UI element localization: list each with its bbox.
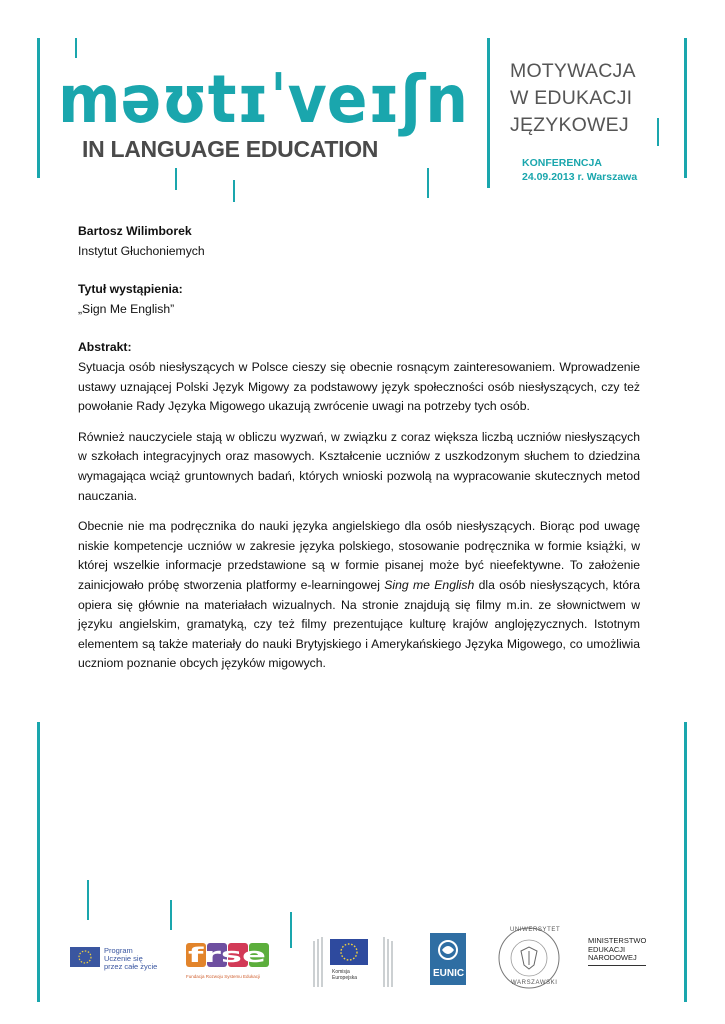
conference-title-line-1: MOTYWACJA [510, 60, 636, 82]
commission-building-icon [310, 931, 396, 991]
conference-title [510, 58, 636, 139]
talk-title: „Sign Me English” [78, 301, 175, 316]
abstract-paragraph-1: Sytuacja osób niesłyszących w Polsce cieszy się obecnie rosnącym zainteresowaniem. Wprowadzenie ustawy uznającej Polski Język Migowy za podstawowy język społeczności osób niesłyszących, czy też powołanie Rady Języka Migowego ukazują zwrócenie uwagi na potrzeby tych osób. [78, 359, 640, 414]
abstract-paragraph-2: Również nauczyciele stają w obliczu wyzwań, w związku z coraz większa liczbą uczniów niesłyszących w szkołach integracyjnych oraz masowych. Kształcenie uczniów z uszkodzonym słuchem to dziedzina wymagająca wciąż gruntownych badań, których wnioski pozwolą na wypracowanie skutecznych metod nauczania. [78, 429, 640, 503]
conference-info [522, 156, 637, 184]
decor-line-top-2 [175, 168, 177, 190]
decor-line-top-3 [233, 180, 235, 202]
decor-line-bottom-1 [87, 880, 89, 920]
conference-title-line-2: W EDUKACJI [510, 87, 633, 109]
conference-date: 24.09.2013 r. Warszawa [522, 171, 638, 183]
decor-line-right-1 [657, 118, 659, 146]
university-warsaw-logo [496, 925, 562, 996]
abstract-label: Abstrakt: [78, 340, 132, 355]
european-commission-logo: Komisja Europejska [310, 931, 396, 996]
university-seal-top: UNIWERSYTET [510, 927, 561, 933]
decor-line-left-top [37, 38, 40, 178]
footer-logos: Program Uczenie się przez całe życie frse Fundacja Rozwoju Systemu Edukacji Komisja Europejska EUNIC UNIWERSYTET WARSZAWSKI MINISTERSTWO EDUKACJI NARODOWEJ [0, 925, 725, 995]
platform-name: Sing me English [384, 577, 475, 592]
men-logo: MINISTERSTWO EDUKACJI NARODOWEJ [588, 937, 646, 966]
decor-line-header-divider [487, 38, 490, 188]
university-seal-bottom: WARSZAWSKI [511, 980, 558, 986]
speaker-name: Bartosz Wilimborek [78, 224, 192, 238]
frse-logo [186, 943, 270, 979]
decor-line-top-1 [75, 38, 77, 58]
motivation-logo [58, 60, 470, 140]
document-body [78, 222, 640, 685]
speaker-institution: Instytut Głuchoniemych [78, 243, 205, 258]
conference-title-line-3: JĘZYKOWEJ [510, 114, 629, 136]
talk-title-label: Tytuł wystąpienia: [78, 282, 183, 297]
frse-caption: Fundacja Rozwoju Systemu Edukacji [186, 974, 261, 979]
eu-flag-icon [70, 947, 100, 967]
decor-line-right-2 [684, 38, 687, 178]
frse-mark [186, 943, 270, 967]
eunic-logo: EUNIC [430, 933, 466, 990]
frse-letters: frse [188, 943, 266, 967]
decor-line-top-4 [427, 168, 429, 198]
abstract-paragraph-3: Obecnie nie ma podręcznika do nauki języka angielskiego dla osób niesłyszących. Biorąc pod uwagę niskie kompetencje uczniów w zakresie języka polskiego, stosowanie podręcznika w formie książki, w której wszelkie informacje przedstawione są w formie pisanej może być nieefektywne. To założenie zainicjowało próbę stworzenia platformy e-learningowej Sing me English dla osób niesłyszących, która opiera się głównie na materiałach wizualnych. Na stronie znajdują się filmy m.in. ze słownictwem w języku angielskim, gramatyką, czy też filmy prezentujące kulturę krajów anglojęzycznych. Istotnym elementem są także materiały do nauki Brytyjskiego i Amerykańskiego Języka Migowego, co umożliwia uczniom poznanie obcych języków migowych. [78, 519, 641, 671]
conference-label: KONFERENCJA [522, 157, 602, 169]
logo-subtitle: IN LANGUAGE EDUCATION [82, 136, 379, 162]
logo-phonetic-text: məʊtɪˈveɪʃn [58, 61, 468, 138]
